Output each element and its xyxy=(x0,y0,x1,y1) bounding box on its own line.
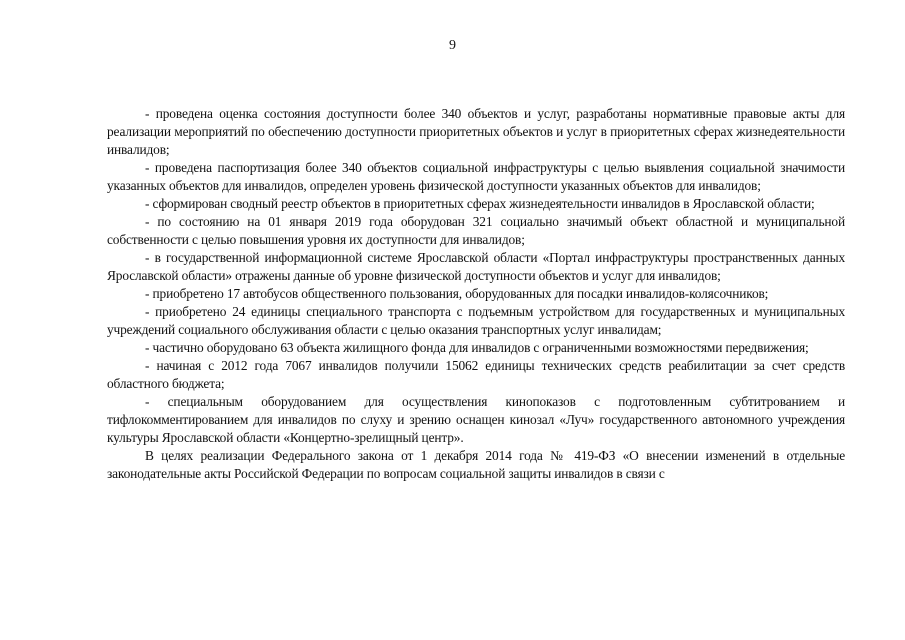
paragraph-information-system: - в государственной информационной системе Ярославской области «Портал инфраструктуры пространственных данных Ярославской области» отражены данные об уровне физической доступности объектов и услуг для инвалидов; xyxy=(107,250,845,283)
paragraph-cinema: - специальным оборудованием для осуществления кинопоказов с подготовленным субтитрованием и тифлокомментированием для инвалидов по слуху и зрению оснащен кинозал «Луч» государственного автономного учреждения культуры Ярославской области «Концертно-зрелищный центр». xyxy=(107,394,845,445)
paragraph-special-transport: - приобретено 24 единицы специального транспорта с подъемным устройством для государственных и муниципальных учреждений социального обслуживания области с целью оказания транспортных услуг инвалидам; xyxy=(107,304,845,337)
paragraph-buses: - приобретено 17 автобусов общественного пользования, оборудованных для посадки инвалидов-колясочников; xyxy=(145,286,769,301)
paragraph-equipped-objects: - по состоянию на 01 января 2019 года оборудован 321 социально значимый объект областной и муниципальной собственности с целью повышения уровня их доступности для инвалидов; xyxy=(107,214,845,247)
page-number: 9 xyxy=(449,38,456,53)
document-body xyxy=(107,105,845,483)
paragraph-passportization: - проведена паспортизация более 340 объектов социальной инфраструктуры с целью выявления социальной значимости указанных объектов для инвалидов, определен уровень физической доступности указанных объектов для инвалидов; xyxy=(107,160,845,193)
paragraph-rehabilitation-means: - начиная с 2012 года 7067 инвалидов получили 15062 единицы технических средств реабилитации за счет средств областного бюджета; xyxy=(107,358,845,391)
paragraph-federal-law: В целях реализации Федерального закона от 1 декабря 2014 года № 419-ФЗ «О внесении изменений в отдельные законодательные акты Российской Федерации по вопросам социальной защиты инвалидов в связи с xyxy=(107,448,845,481)
paragraph-accessibility-assessment: - проведена оценка состояния доступности более 340 объектов и услуг, разработаны нормативные правовые акты для реализации мероприятий по обеспечению доступности приоритетных объектов и услуг в приоритетных сферах жизнедеятельности инвалидов; xyxy=(107,106,845,157)
paragraph-housing: - частично оборудовано 63 объекта жилищного фонда для инвалидов с ограниченными возможностями передвижения; xyxy=(145,340,809,355)
paragraph-consolidated-register: - сформирован сводный реестр объектов в приоритетных сферах жизнедеятельности инвалидов в Ярославской области; xyxy=(145,196,815,211)
